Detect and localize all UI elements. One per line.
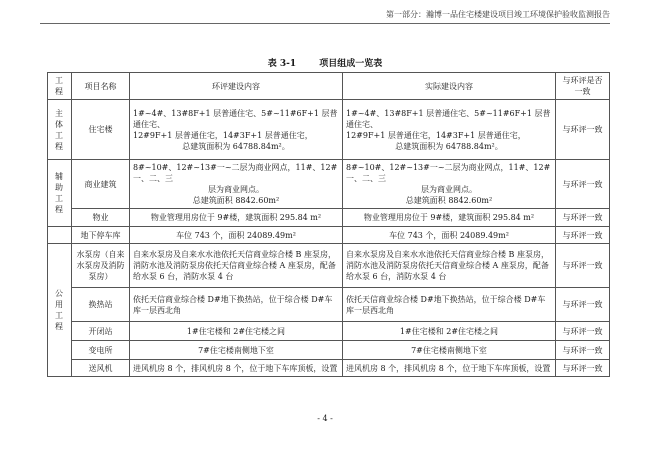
page-number: - 4 - bbox=[317, 414, 333, 423]
eia-line: 1#~4#、13#8F+1 层普通住宅、5#~11#6F+1 层普通住宅、 bbox=[133, 108, 338, 129]
table-row bbox=[48, 160, 610, 209]
table-row bbox=[48, 227, 610, 244]
row-eia: 进风机房 8 个，排风机房 8 个，位于地下车库顶板，设置 bbox=[130, 360, 343, 377]
row-item: 住宅楼 bbox=[72, 100, 130, 160]
row-item: 换热站 bbox=[72, 288, 130, 322]
row-actual: 进风机房 8 个，排风机房 8 个，位于地下车库顶板，设置 bbox=[343, 360, 556, 377]
row-actual: 车位 743 个，面积 24089.49m² bbox=[343, 227, 556, 244]
row-eia bbox=[130, 100, 343, 160]
actual-line: 总建筑面积 8842.60m² bbox=[405, 196, 493, 205]
category-empty bbox=[48, 227, 72, 244]
header-actual: 实际建设内容 bbox=[343, 73, 556, 100]
table-header-row bbox=[48, 73, 610, 100]
row-consistency: 与环评一致 bbox=[556, 341, 610, 360]
row-actual bbox=[343, 100, 556, 160]
row-item: 送风机 bbox=[72, 360, 130, 377]
eia-line: 总建筑面积 8842.60m² bbox=[192, 196, 280, 205]
table-title bbox=[0, 58, 650, 70]
category-public: 公用工程 bbox=[48, 244, 72, 377]
row-item: 物业 bbox=[72, 209, 130, 227]
row-actual bbox=[343, 160, 556, 209]
row-consistency: 与环评一致 bbox=[556, 209, 610, 227]
row-consistency: 与环评一致 bbox=[556, 360, 610, 377]
actual-line: 1#~4#、13#8F+1 层普通住宅、5#~11#6F+1 层普通住宅、 bbox=[346, 108, 551, 129]
actual-line: 层为商业网点。 bbox=[421, 185, 477, 194]
project-composition-table bbox=[47, 72, 610, 377]
header-category: 工程 bbox=[48, 73, 72, 100]
row-actual: 物业管理用房位于 9#楼，建筑面积 295.84 m² bbox=[343, 209, 556, 227]
row-eia: 车位 743 个，面积 24089.49m² bbox=[130, 227, 343, 244]
eia-line: 8#~10#、12#~13#一~二层为商业网点，11#、12#一、二、三 bbox=[133, 163, 338, 183]
header-consistency: 与环评是否一致 bbox=[556, 73, 610, 100]
table-row bbox=[48, 100, 610, 160]
row-item: 变电所 bbox=[72, 341, 130, 360]
row-consistency: 与环评一致 bbox=[556, 227, 610, 244]
table-name: 项目组成一览表 bbox=[319, 59, 383, 69]
row-eia: 7#住宅楼南侧地下室 bbox=[130, 341, 343, 360]
row-actual: 7#住宅楼南侧地下室 bbox=[343, 341, 556, 360]
eia-line: 总建筑面积为 64788.84m²。 bbox=[182, 141, 290, 151]
eia-line: 层为商业网点。 bbox=[208, 185, 264, 194]
header-rule bbox=[40, 23, 610, 24]
row-consistency: 与环评一致 bbox=[556, 288, 610, 322]
table-row bbox=[48, 322, 610, 341]
category-main: 主体工程 bbox=[48, 100, 72, 160]
table-row bbox=[48, 244, 610, 288]
row-consistency: 与环评一致 bbox=[556, 100, 610, 160]
category-aux: 辅助工程 bbox=[48, 160, 72, 227]
header-eia: 环评建设内容 bbox=[130, 73, 343, 100]
row-eia: 物业管理用房位于 9#楼，建筑面积 295.84 m² bbox=[130, 209, 343, 227]
eia-line: 12#9F+1 层普通住宅，14#3F+1 层普通住宅， bbox=[133, 130, 313, 140]
row-actual: 1#住宅楼和 2#住宅楼之间 bbox=[343, 322, 556, 341]
row-consistency: 与环评一致 bbox=[556, 160, 610, 209]
table-row bbox=[48, 360, 610, 377]
table-number: 表 3-1 bbox=[267, 59, 297, 69]
table-row bbox=[48, 209, 610, 227]
row-item: 地下停车库 bbox=[72, 227, 130, 244]
table-row bbox=[48, 288, 610, 322]
row-item: 水泵房（自来水泵房及消防泵房） bbox=[72, 244, 130, 288]
row-eia: 1#住宅楼和 2#住宅楼之间 bbox=[130, 322, 343, 341]
row-consistency: 与环评一致 bbox=[556, 244, 610, 288]
actual-line: 总建筑面积为 64788.84m²。 bbox=[395, 141, 503, 151]
row-consistency: 与环评一致 bbox=[556, 322, 610, 341]
table-row bbox=[48, 341, 610, 360]
row-item: 开闭站 bbox=[72, 322, 130, 341]
actual-line: 12#9F+1 层普通住宅，14#3F+1 层普通住宅， bbox=[346, 130, 526, 140]
row-actual: 自来水泵房及自来水水池依托天信商业综合楼 B 座泵房，消防水池及消防泵房依托天信商业综合楼 A 座泵房，配备给水泵 6 台，消防水泵 4 台 bbox=[343, 244, 556, 288]
row-eia bbox=[130, 160, 343, 209]
actual-line: 8#~10#、12#~13#一~二层为商业网点，11#、12#一、二、三 bbox=[346, 163, 551, 183]
row-eia: 自来水泵房及自来水水池依托天信商业综合楼 B 座泵房，消防水池及消防泵房依托天信商业综合楼 A 座泵房，配备给水泵 6 台，消防水泵 4 台 bbox=[130, 244, 343, 288]
header-item: 项目名称 bbox=[72, 73, 130, 100]
row-eia: 依托天信商业综合楼 D#地下换热站，位于综合楼 D#车库一层西北角 bbox=[130, 288, 343, 322]
row-item: 商业建筑 bbox=[72, 160, 130, 209]
page-header: 第一部分：瀚博一品住宅楼建设项目竣工环境保护验收监测报告 bbox=[386, 10, 610, 19]
row-actual: 依托天信商业综合楼 D#地下换热站，位于综合楼 D#车库一层西北角 bbox=[343, 288, 556, 322]
